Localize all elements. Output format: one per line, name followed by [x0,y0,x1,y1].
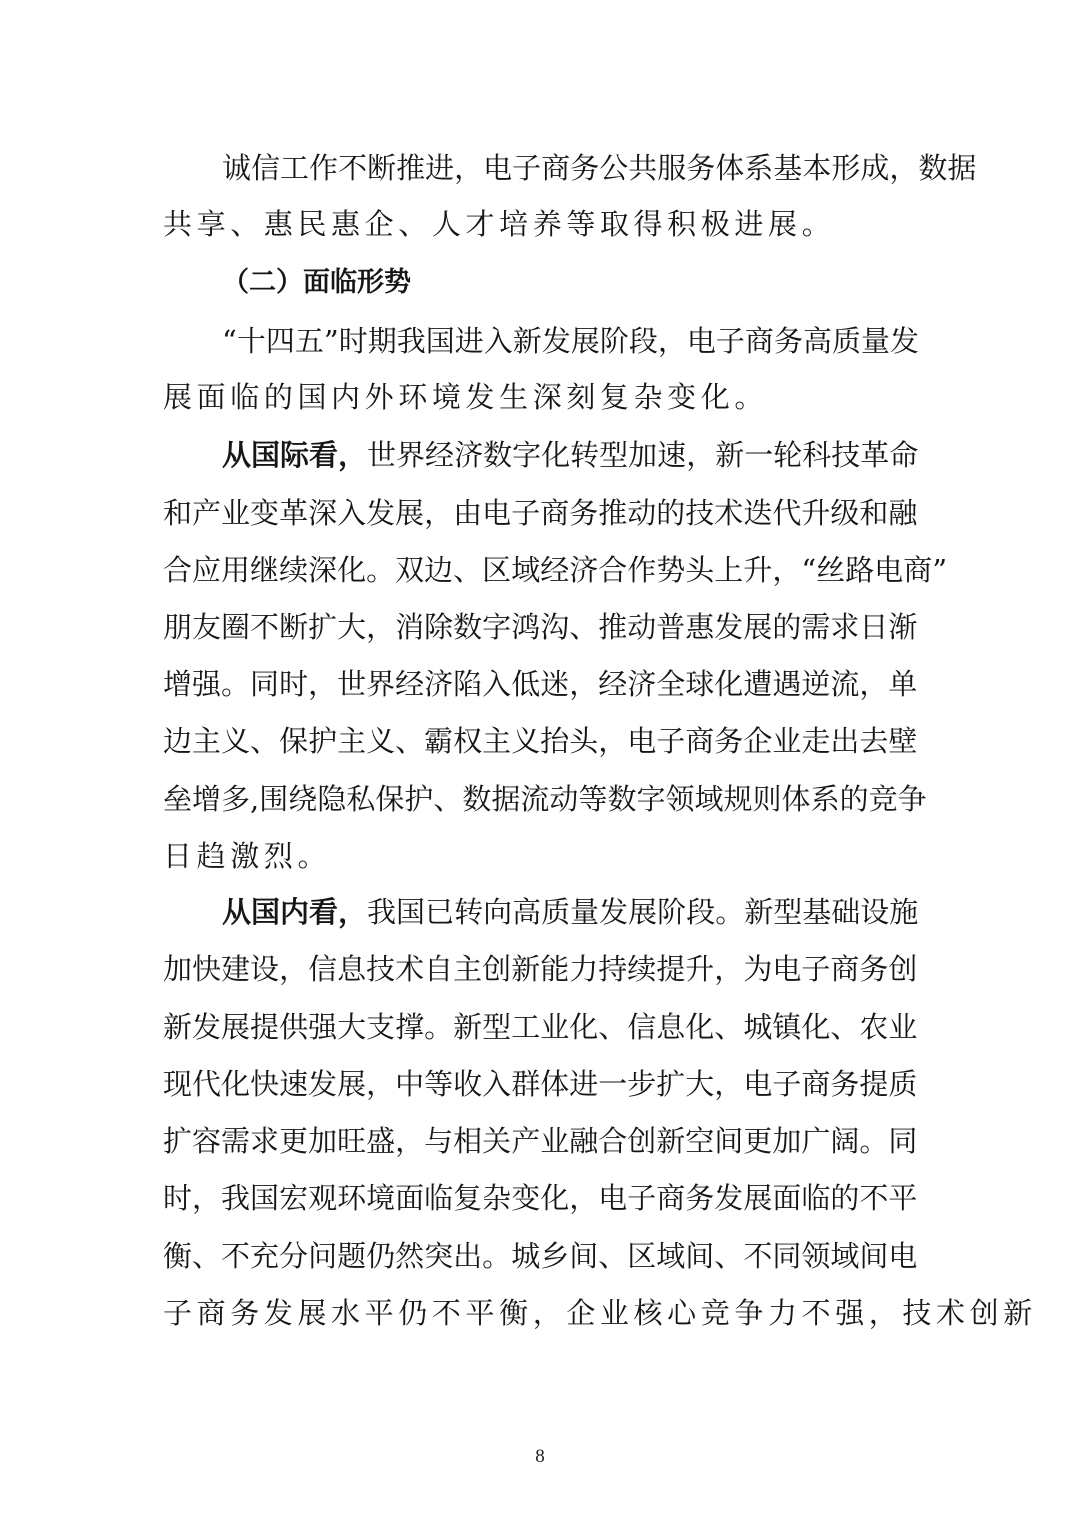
text-line: 扩 容 需 求 更 加 旺 盛 ， 与 相 关 产 业 融 合 创 新 空 间 更 加 广 阔 。 同 [163,1124,918,1158]
page-number: 8 [535,1446,545,1467]
text-line: “ 十 四 五 ” 时 期 我 国 进 入 新 发 展 阶 段 ， 电 子 商 务 高 质 量 发 [222,324,920,358]
text-line: 时 ， 我 国 宏 观 环 境 面 临 复 杂 变 化 ， 电 子 商 务 发 展 面 临 的 不 平 [163,1181,918,1215]
text-line: 诚 信 工 作 不 断 推 进 ， 电 子 商 务 公 共 服 务 体 系 基 本 形 成 ， 数 据 [222,151,977,185]
text-line: 从国内看， 我 国 已 转 向 高 质 量 发 展 阶 段 。 新 型 基 础 设 施 [222,889,915,935]
text-line: 边 主 义 、 保 护 主 义 、 霸 权 主 义 抬 头 ， 电 子 商 务 企 业 走 出 去 壁 [163,724,918,758]
bold-lead-phrase: 从国内看， [222,895,368,929]
text-line: 朋 友 圈 不 断 扩 大 ， 消 除 数 字 鸿 沟 、 推 动 普 惠 发 展 的 需 求 日 渐 [163,610,918,644]
text-line: 共 享 、 惠 民 惠 企 、 人 才 培 养 等 取 得 积 极 进 展 。 [163,207,831,241]
text-line: 和 产 业 变 革 深 入 发 展 ， 由 电 子 商 务 推 动 的 技 术 迭 代 升 级 和 融 [163,496,918,530]
text-line: 衡 、 不 充 分 问 题 仍 然 突 出 。 城 乡 间 、 区 域 间 、 不 同 领 域 间 电 [163,1239,918,1273]
text-line: 子 商 务 发 展 水 平 仍 不 平 衡 ， 企 业 核 心 竞 争 力 不 强 ， 技 术 创 新 [163,1296,1033,1330]
text-line: 现 代 化 快 速 发 展 ， 中 等 收 入 群 体 进 一 步 扩 大 ， 电 子 商 务 提 质 [163,1067,918,1101]
bold-lead-phrase: 从国际看， [222,438,368,472]
text-line: 增 强 。 同 时 ， 世 界 经 济 陷 入 低 迷 ， 经 济 全 球 化 遭 遇 逆 流 ， 单 [163,667,918,701]
text-line: 垒 增 多 , 围 绕 隐 私 保 护 、 数 据 流 动 等 数 字 领 域 规 则 体 系 的 竞 争 [163,782,927,816]
section-heading: （二）面临形势 [222,267,411,298]
text-line: 展 面 临 的 国 内 外 环 境 发 生 深 刻 复 杂 变 化 。 [163,380,764,414]
text-line: 合 应 用 继 续 深 化 。 双 边 、 区 域 经 济 合 作 势 头 上 升 ， “ 丝 路 电 商 ” [163,553,948,587]
text-line: 新 发 展 提 供 强 大 支 撑 。 新 型 工 业 化 、 信 息 化 、 城 镇 化 、 农 业 [163,1010,918,1044]
text-line: 日 趋 激 烈 。 [163,839,327,873]
text-line: 加 快 建 设 ， 信 息 技 术 自 主 创 新 能 力 持 续 提 升 ， 为 电 子 商 务 创 [163,952,918,986]
text-line: 从国际看， 世 界 经 济 数 字 化 转 型 加 速 ， 新 一 轮 科 技 革 命 [222,432,915,478]
